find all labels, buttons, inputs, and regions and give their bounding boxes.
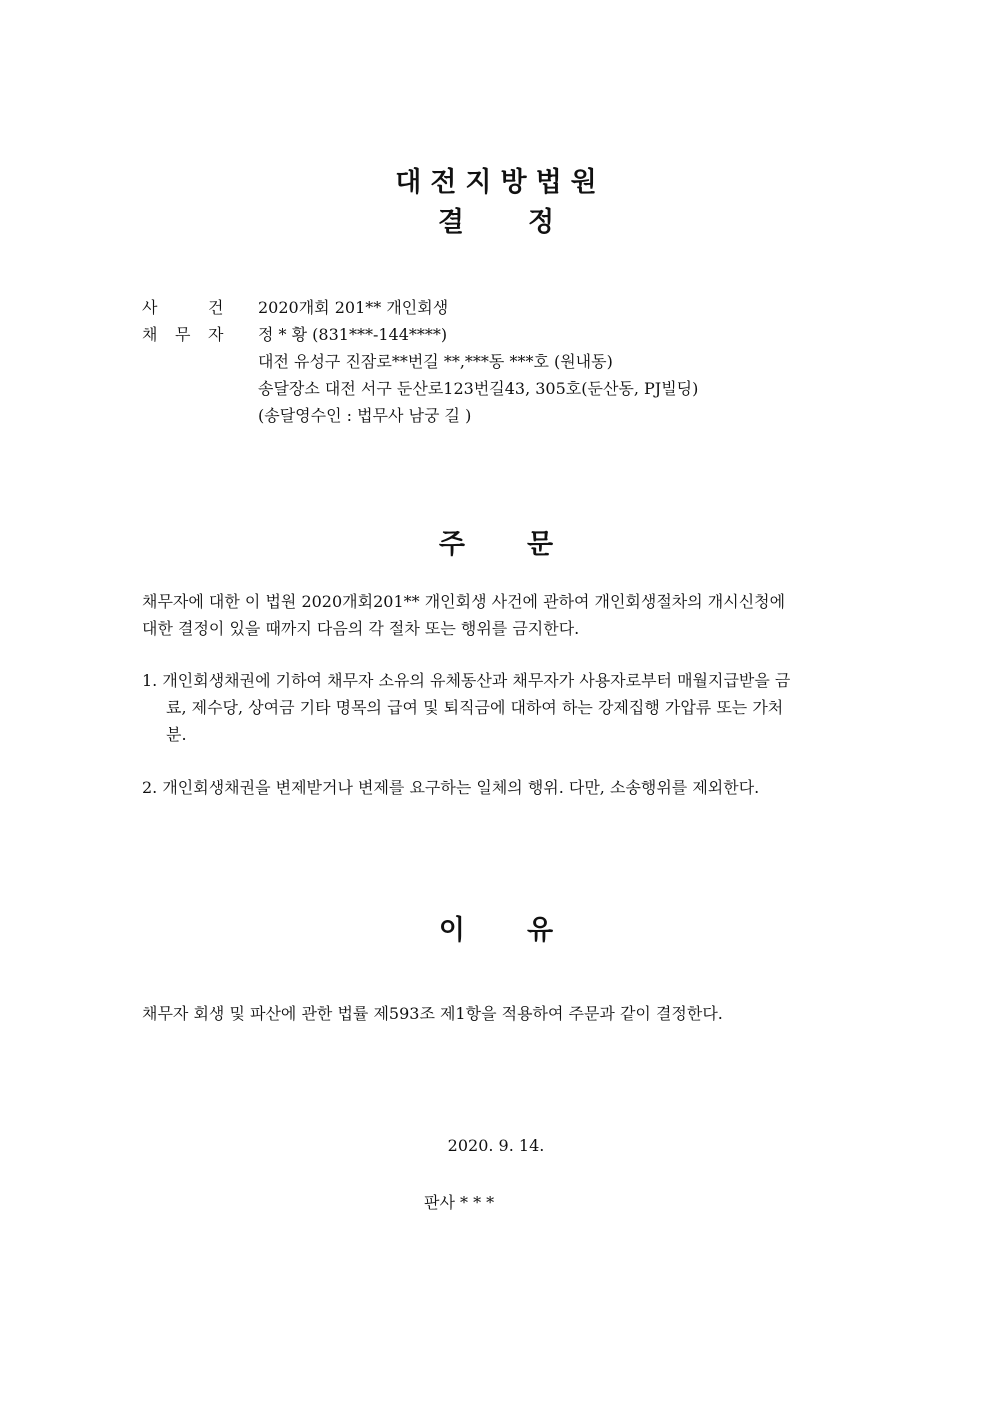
debtor-row xyxy=(142,321,698,348)
delivery-recipient-row xyxy=(142,402,698,429)
judge-signature: 판사 * * * xyxy=(424,1193,495,1212)
delivery-address-row xyxy=(142,375,698,402)
delivery-address: 송달장소 대전 서구 둔산로123번길43, 305호(둔산동, PJ빌딩) xyxy=(258,379,699,398)
case-info-block xyxy=(142,294,698,429)
reason-text: 채무자 회생 및 파산에 관한 법률 제593조 제1항을 적용하여 주문과 같이 결정한다. xyxy=(142,1004,723,1023)
document-type-char-1: 결 xyxy=(437,207,464,238)
decision-date: 2020. 9. 14. xyxy=(447,1136,545,1155)
order-heading-char-1: 주 xyxy=(438,529,465,560)
order-intro: 채무자에 대한 이 법원 2020개회201** 개인회생 사건에 관하여 개인회생절차의 개시신청에 대한 결정이 있을 때까지 다음의 각 절차 또는 행위를 금지한다. xyxy=(142,592,786,638)
debtor-address: 대전 유성구 진잠로**번길 **,***동 ***호 (원내동) xyxy=(258,352,613,371)
delivery-recipient: (송달영수인 : 법무사 남궁 길 ) xyxy=(258,406,472,425)
document-type-title xyxy=(0,200,992,239)
case-row xyxy=(142,294,698,321)
order-heading xyxy=(0,522,992,561)
case-label xyxy=(142,294,258,321)
order-heading-char-2: 문 xyxy=(527,529,554,560)
debtor-label xyxy=(142,321,258,348)
debtor-name: 정 * 황 (831***-144****) xyxy=(258,325,448,344)
debtor-label-char-2: 무 xyxy=(175,325,191,344)
case-label-char-2: 건 xyxy=(208,298,224,317)
reason-heading-char-2: 유 xyxy=(527,915,554,946)
debtor-address-row xyxy=(142,348,698,375)
document-type-char-2: 정 xyxy=(528,207,555,238)
debtor-label-char-3: 자 xyxy=(208,325,224,344)
case-number: 2020개회 201** 개인회생 xyxy=(258,298,449,317)
debtor-label-char-1: 채 xyxy=(142,325,158,344)
reason-heading xyxy=(0,908,992,947)
court-name: 대전지방법원 xyxy=(395,167,606,198)
order-item-2: 2. 개인회생채권을 변제받거나 변제를 요구하는 일체의 행위. 다만, 소송행위를 제외한다. xyxy=(142,778,760,797)
order-item-1: 1. 개인회생채권에 기하여 채무자 소유의 유체동산과 채무자가 사용자로부터 매월지급받을 금료, 제수당, 상여금 기타 명목의 급여 및 퇴직금에 대하여 하는 강제집행 가압류 또는 가처분. xyxy=(142,671,791,744)
reason-heading-char-1: 이 xyxy=(438,915,465,946)
case-label-char-1: 사 xyxy=(142,298,158,317)
